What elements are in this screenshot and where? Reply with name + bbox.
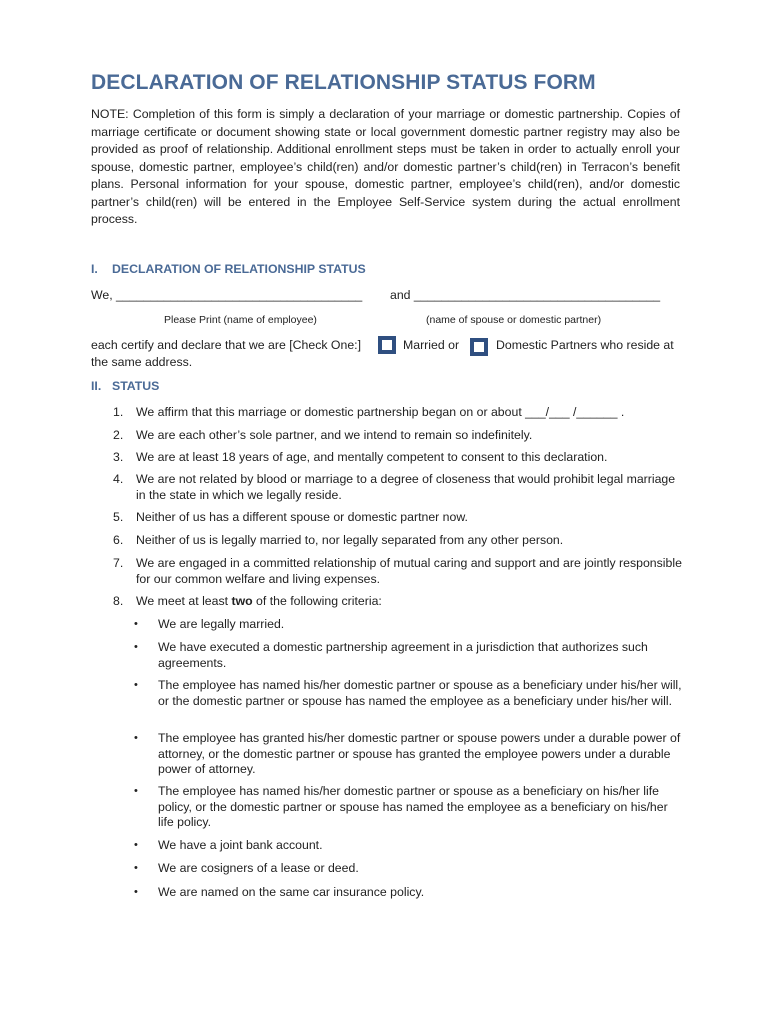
domestic-partners-label: Domestic Partners who reside at [496,338,674,352]
criteria-bullet [134,640,684,671]
item-number: 8. [113,594,124,608]
bullet-dot: • [134,732,138,744]
criteria-bullet [134,617,684,633]
item-8-text-end: of the following criteria: [252,594,382,608]
bullet-dot: • [134,839,138,851]
section-1-heading [91,262,366,276]
item-text: We are each other’s sole partner, and we intend to remain so indefinitely. [136,428,533,442]
item-number: 3. [113,450,124,464]
item-text [136,594,683,610]
status-item [113,450,683,466]
status-item [113,510,683,526]
item-number: 7. [113,556,124,570]
same-address-text: the same address. [91,355,193,369]
note-paragraph: NOTE: Completion of this form is simply a declaration of your marriage or domestic partnership. Copies of marriage certificate or document showing state or local government domestic partner registry may also be provided as proof of relationship. Additional enrollment steps must be taken in order to actually enroll your spouse, domestic partner, employee’s child(ren) and/or domestic partner’s child(ren) in Terracon’s benefit plans. Personal information for your spouse, domestic partner, employee’s child(ren), and/or domestic partner’s child(ren) will be entered in the Employee Self-Service system during the actual enrollment process. [91,107,680,226]
bullet-dot: • [134,785,138,797]
bullet-dot: • [134,862,138,874]
section-2-heading [91,379,159,393]
item-text: We are not related by blood or marriage to a degree of closeness that would prohibit legal marriage in the state in which we legally reside. [136,472,676,502]
item-text: Neither of us has a different spouse or domestic partner now. [136,510,468,524]
status-item-8 [113,594,683,610]
section-1-number: I. [91,262,98,276]
item-8-text-start: We meet at least [136,594,232,608]
employee-name-line[interactable]: We, ____________________________________ [91,288,363,302]
status-item [113,533,683,549]
section-2-number: II. [91,379,102,393]
bullet-text: We are named on the same car insurance policy. [158,885,425,899]
employee-name-caption: Please Print (name of employee) [164,314,317,326]
bullet-dot: • [134,886,138,898]
spouse-name-caption: (name of spouse or domestic partner) [426,314,602,326]
status-item [113,405,683,421]
bullet-text: The employee has granted his/her domestic partner or spouse powers under a durable power of attorney, or the domestic partner or spouse has granted the employee powers under a durable power of attorney. [158,731,681,776]
bullet-text: The employee has named his/her domestic partner or spouse as a beneficiary on his/her life policy, or the domestic partner or spouse has named the employee as a beneficiary on his/her life policy. [158,784,668,829]
criteria-bullet [134,885,684,901]
bullet-dot: • [134,679,138,691]
certify-text: each certify and declare that we are [Check One:] [91,338,361,352]
status-item [113,428,683,444]
item-text: We are engaged in a committed relationship of mutual caring and support and are jointly responsible for our common welfare and living expenses. [136,556,682,586]
criteria-bullet [134,861,684,877]
section-1-title: DECLARATION OF RELATIONSHIP STATUS [112,262,366,276]
item-text: We are at least 18 years of age, and mentally competent to consent to this declaration. [136,450,608,464]
bullet-dot: • [134,618,138,630]
criteria-bullet [134,731,684,778]
bullet-text: The employee has named his/her domestic partner or spouse as a beneficiary under his/her will, or the domestic partner or spouse has named the employee as a beneficiary under his/her will. [158,678,682,708]
married-checkbox[interactable] [378,336,396,354]
item-number: 5. [113,510,124,524]
spouse-name-line[interactable]: and ____________________________________ [390,288,661,302]
item-number: 2. [113,428,124,442]
section-2-title: STATUS [112,379,160,393]
item-text: Neither of us is legally married to, nor legally separated from any other person. [136,533,564,547]
status-item [113,556,683,587]
bullet-text: We have executed a domestic partnership agreement in a jurisdiction that authorizes such agreements. [158,640,648,670]
item-number: 1. [113,405,124,419]
item-number: 6. [113,533,124,547]
bullet-dot: • [134,641,138,653]
item-8-bold-word: two [231,594,253,608]
domestic-partners-checkbox[interactable] [470,338,488,356]
married-label: Married or [403,338,460,352]
bullet-text: We are legally married. [158,617,285,631]
criteria-bullet [134,838,684,854]
bullet-text: We have a joint bank account. [158,838,323,852]
criteria-bullet [134,784,684,831]
item-number: 4. [113,472,124,486]
status-item [113,472,683,503]
criteria-bullet [134,678,684,709]
item-text: We affirm that this marriage or domestic partnership began on or about ___/___ /______ . [136,405,625,419]
page-title: DECLARATION OF RELATIONSHIP STATUS FORM [91,71,596,94]
bullet-text: We are cosigners of a lease or deed. [158,861,359,875]
